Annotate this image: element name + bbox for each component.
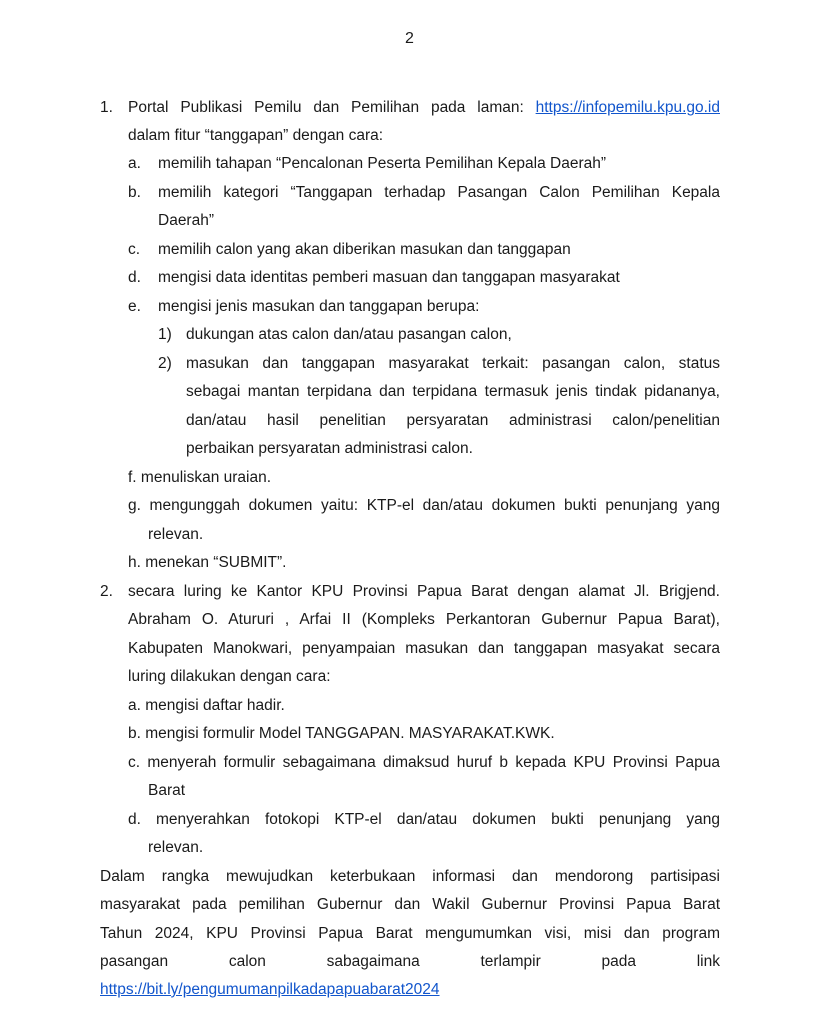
infopemilu-link[interactable]: https://infopemilu.kpu.go.id bbox=[535, 99, 720, 116]
sub-sub-item-2-cont: perbaikan persyaratan administrasi calon. bbox=[186, 440, 473, 457]
list-marker: a. bbox=[128, 155, 141, 172]
list-marker: b. bbox=[128, 184, 141, 201]
paragraph-line: pasangan calon sabagaimana terlampir pada link bbox=[100, 953, 720, 970]
paragraph-line bbox=[100, 980, 440, 1000]
sub-sub-item-2: masukan dan tanggapan masyarakat terkait: pasangan calon, status bbox=[186, 355, 720, 372]
list-item-text: Abraham O. Atururi , Arfai II (Kompleks Perkantoran Gubernur Papua Barat), bbox=[128, 611, 720, 628]
sub-item-f: f. menuliskan uraian. bbox=[128, 469, 272, 486]
text-segment: Portal Publikasi Pemilu dan Pemilihan pada laman: bbox=[128, 99, 536, 116]
list-marker: 2. bbox=[100, 583, 113, 600]
sub-item-g-cont: relevan. bbox=[148, 526, 204, 543]
list-item-text bbox=[128, 98, 720, 118]
sub-item-b: memilih kategori “Tanggapan terhadap Pasangan Calon Pemilihan Kepala bbox=[158, 184, 720, 201]
sub-item-c: memilih calon yang akan diberikan masukan dan tanggapan bbox=[158, 241, 571, 258]
sub-item-e: mengisi jenis masukan dan tanggapan berupa: bbox=[158, 298, 480, 315]
sub-item-d: d. menyerahkan fotokopi KTP-el dan/atau dokumen bukti penunjang yang bbox=[128, 811, 720, 828]
sub-sub-item-2-cont: sebagai mantan terpidana dan terpidana termasuk jenis tindak pidananya, bbox=[186, 383, 720, 400]
list-item-text: luring dilakukan dengan cara: bbox=[128, 668, 331, 685]
paragraph-line: masyarakat pada pemilihan Gubernur dan Wakil Gubernur Provinsi Papua Barat bbox=[100, 896, 720, 913]
sub-item-b-cont: Daerah” bbox=[158, 212, 214, 229]
sub-item-h: h. menekan “SUBMIT”. bbox=[128, 554, 287, 571]
list-marker: 2) bbox=[158, 355, 172, 372]
sub-item-c-cont: Barat bbox=[148, 782, 186, 799]
list-marker: e. bbox=[128, 298, 141, 315]
sub-item-a: a. mengisi daftar hadir. bbox=[128, 697, 285, 714]
paragraph-line: Dalam rangka mewujudkan keterbukaan informasi dan mendorong partisipasi bbox=[100, 868, 720, 885]
list-marker: 1. bbox=[100, 99, 113, 116]
page-number: 2 bbox=[405, 30, 414, 47]
list-item-text: Kabupaten Manokwari, penyampaian masukan dan tanggapan masyakat secara bbox=[128, 640, 720, 657]
sub-item-d-cont: relevan. bbox=[148, 839, 204, 856]
sub-sub-item-2-cont: dan/atau hasil penelitian persyaratan administrasi calon/penelitian bbox=[186, 412, 720, 429]
sub-item-d: mengisi data identitas pemberi masuan dan tanggapan masyarakat bbox=[158, 269, 620, 286]
list-marker: c. bbox=[128, 241, 141, 258]
sub-item-a: memilih tahapan “Pencalonan Peserta Pemilihan Kepala Daerah” bbox=[158, 155, 607, 172]
list-item-text: dalam fitur “tanggapan” dengan cara: bbox=[128, 127, 384, 144]
paragraph-line: Tahun 2024, KPU Provinsi Papua Barat mengumumkan visi, misi dan program bbox=[100, 925, 720, 942]
sub-item-c: c. menyerah formulir sebagaimana dimaksud huruf b kepada KPU Provinsi Papua bbox=[128, 754, 720, 771]
list-marker: 1) bbox=[158, 326, 172, 343]
announcement-link[interactable]: https://bit.ly/pengumumanpilkadapapuabarat2024 bbox=[100, 981, 440, 998]
sub-item-g: g. mengunggah dokumen yaitu: KTP-el dan/atau dokumen bukti penunjang yang bbox=[128, 497, 720, 514]
sub-item-b: b. mengisi formulir Model TANGGAPAN. MASYARAKAT.KWK. bbox=[128, 725, 555, 742]
list-marker: d. bbox=[128, 269, 141, 286]
list-item-text: secara luring ke Kantor KPU Provinsi Papua Barat dengan alamat Jl. Brigjend. bbox=[128, 583, 720, 600]
sub-sub-item-1: dukungan atas calon dan/atau pasangan calon, bbox=[186, 326, 512, 343]
